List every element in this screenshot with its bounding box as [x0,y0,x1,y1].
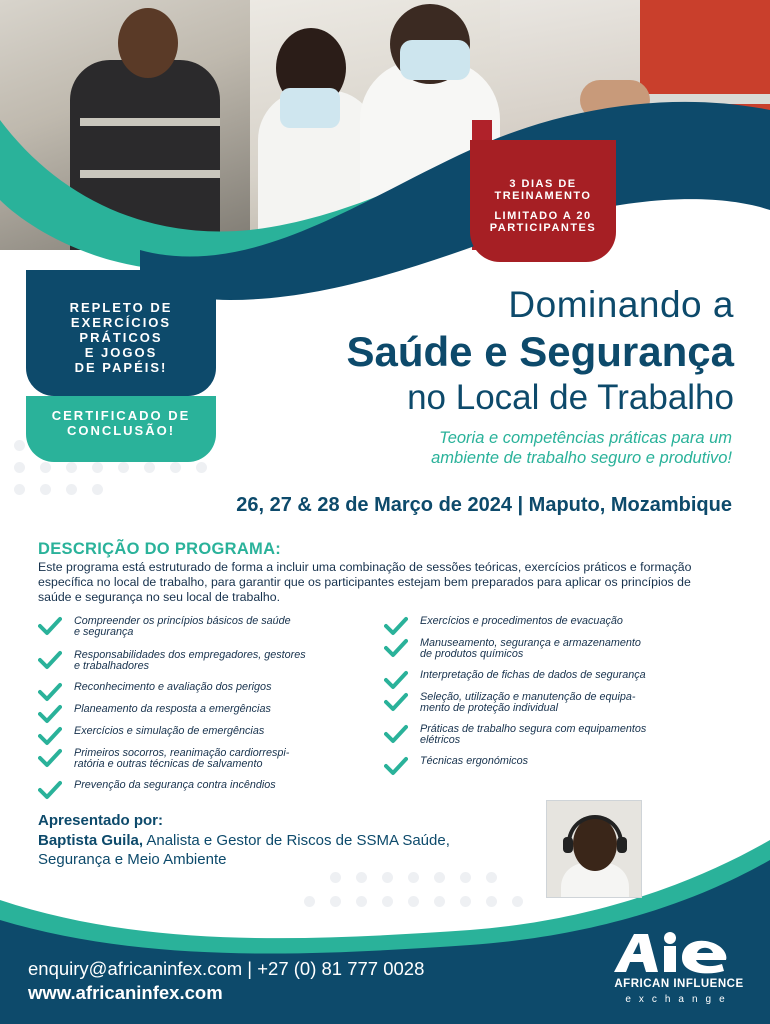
list-item: Primeiros socorros, reanimação cardiorrespi- ratória e outras técnicas de salvamento [38,748,368,780]
aie-logo-mark [612,930,748,974]
check-icon [384,638,408,658]
list-item: Exercícios e procedimentos de evacuação [384,616,714,638]
subtitle-line-1: Teoria e competências práticas para um [439,429,732,447]
check-icon [384,756,408,776]
program-description: Este programa está estruturado de forma a incluir uma combinação de sessões teóricas, exercícios práticos e formação específica no local de trabalho, para garantir que os participantes estejam bem preparados para aplicar os princípios de saúde e segurança no seu local de trabalho. [38,560,692,604]
check-icon [384,724,408,744]
list-item: Seleção, utilização e manutenção de equipa- mento de proteção individual [384,692,714,724]
headline-subtitle [312,428,732,468]
headline-line-1: Dominando a [508,284,734,325]
presenter-label: Apresentado por: [38,812,164,829]
footer-contact[interactable]: enquiry@africaninfex.com | +27 (0) 81 777 0028 [28,958,425,979]
headline-line-2: Saúde e Segurança [346,328,734,375]
logo-tagline: exchange [625,994,733,1005]
side-card-line-1: REPLETO DE [69,300,173,315]
check-icon [384,692,408,712]
check-icon [38,704,62,724]
certificate-line-1: CERTIFICADO DE [51,408,191,423]
side-card-line-5: DE PAPÉIS! [74,360,168,375]
logo-wordmark: AFRICAN INFLUENCE [614,978,744,990]
list-item: Exercícios e simulação de emergências [38,726,368,748]
presenter-role-line-1: Analista e Gestor de Riscos de SSMA Saúde, [143,832,450,849]
topics-list-right [384,616,714,778]
topics-list-left [38,616,368,802]
list-item: Reconhecimento e avaliação dos perigos [38,682,368,704]
subtitle-line-2: ambiente de trabalho seguro e produtivo! [431,449,732,467]
side-card-line-2: EXERCÍCIOS [70,315,172,330]
list-item: Responsabilidades dos empregadores, gestores e trabalhadores [38,650,368,682]
check-icon [384,670,408,690]
footer-website-link[interactable]: www.africaninfex.com [28,982,223,1003]
event-dates-location: 26, 27 & 28 de Março de 2024 | Maputo, Mozambique [236,494,732,516]
practical-exercises-card [26,270,216,396]
presenter-role-line-2: Segurança e Meio Ambiente [38,851,227,868]
program-section-title: DESCRIÇÃO DO PROGRAMA: [38,540,282,558]
certificate-card [26,396,216,462]
presenter-details [38,831,538,869]
badge-line-3: LIMITADO A 20 [494,210,592,222]
check-icon [384,616,408,636]
certificate-line-2: CONCLUSÃO! [66,423,176,438]
list-item: Prevenção da segurança contra incêndios [38,780,368,802]
list-item: Planeamento da resposta a emergências [38,704,368,726]
list-item: Compreender os princípios básicos de saúde e segurança [38,616,368,650]
check-icon [38,726,62,746]
side-card-line-3: PRÁTICOS [79,330,163,345]
list-item: Práticas de trabalho segura com equipamentos elétricos [384,724,714,756]
check-icon [38,748,62,768]
badge-line-2: TREINAMENTO [494,190,592,202]
check-icon [38,650,62,670]
training-days-badge [470,140,616,262]
side-card-line-4: E JOGOS [84,345,158,360]
badge-line-4: PARTICIPANTES [489,222,597,234]
check-icon [38,780,62,800]
presenter-name: Baptista Guila, [38,832,144,849]
presenter-photo [546,800,642,898]
list-item: Manuseamento, segurança e armazenamento de produtos químicos [384,638,714,670]
check-icon [38,616,62,636]
list-item: Interpretação de fichas de dados de segurança [384,670,714,692]
check-icon [38,682,62,702]
badge-line-1: 3 DIAS DE [509,178,577,190]
list-item: Técnicas ergonómicos [384,756,714,778]
headline-line-3: no Local de Trabalho [407,378,734,417]
